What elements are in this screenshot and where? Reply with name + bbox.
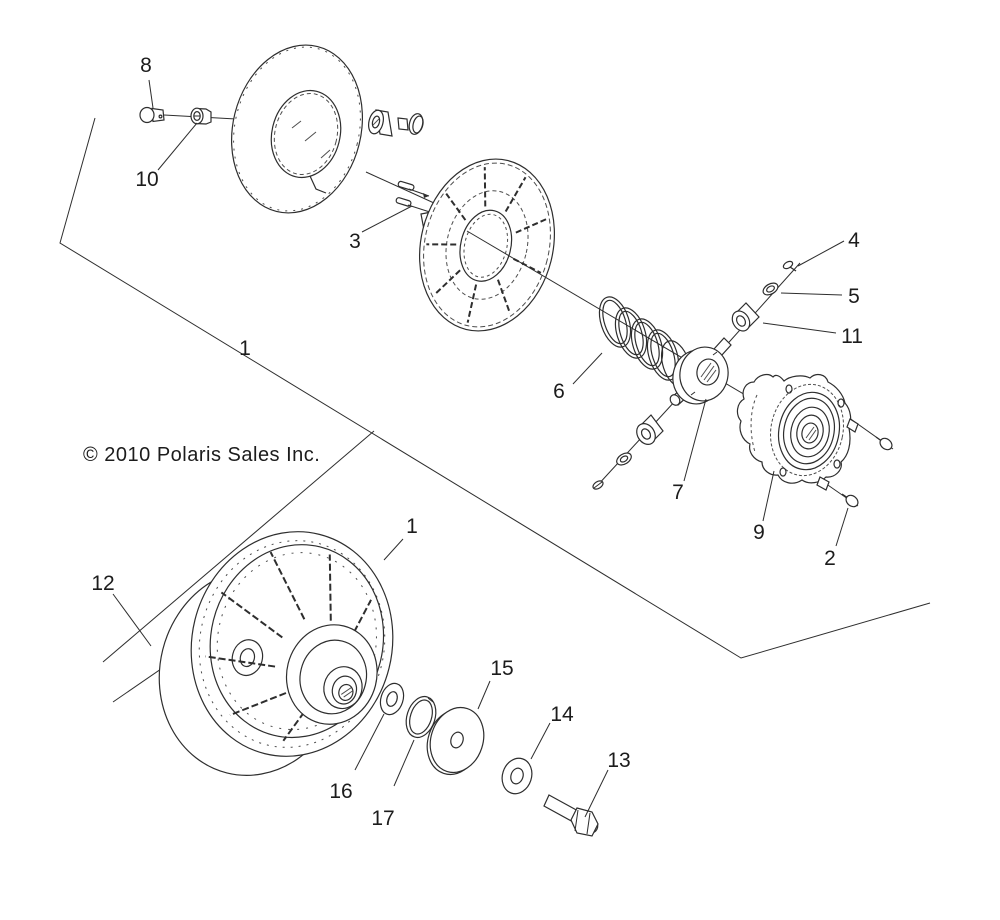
helix-cover-9-drawing: [737, 375, 851, 484]
nut-10-drawing: [191, 108, 211, 124]
callout-17: 17: [371, 807, 395, 830]
lower-assembly-drawing: [138, 510, 602, 838]
bolt-8-drawing: [140, 108, 164, 123]
callout-9: 9: [753, 521, 765, 544]
callout-4: 4: [848, 229, 860, 252]
upper-roller-set-drawing: [729, 260, 796, 334]
callout-1-upper: 1: [239, 337, 251, 360]
callout-6: 6: [553, 380, 565, 403]
washer-14-drawing: [498, 754, 537, 797]
hub-7-drawing: [668, 338, 732, 408]
callout-5: 5: [848, 285, 860, 308]
bearing-and-cup-drawing: [366, 109, 425, 136]
callout-12: 12: [91, 572, 115, 595]
copyright-text: © 2010 Polaris Sales Inc.: [83, 444, 321, 466]
callout-11: 11: [841, 325, 863, 348]
callout-10: 10: [135, 168, 159, 191]
spoked-sheave-drawing: [402, 145, 572, 346]
cover-plate-drawing: [214, 31, 379, 227]
lower-roller-set-drawing: [592, 415, 663, 491]
callout-8: 8: [140, 54, 152, 77]
callout-7: 7: [672, 481, 684, 504]
callout-15: 15: [490, 657, 514, 680]
callout-13: 13: [607, 749, 631, 772]
callout-16: 16: [329, 780, 353, 803]
callout-1-lower: 1: [406, 515, 418, 538]
callout-14: 14: [550, 703, 574, 726]
upper-assembly-drawing: [140, 31, 894, 509]
callout-3: 3: [349, 230, 361, 253]
callout-2: 2: [824, 547, 836, 570]
